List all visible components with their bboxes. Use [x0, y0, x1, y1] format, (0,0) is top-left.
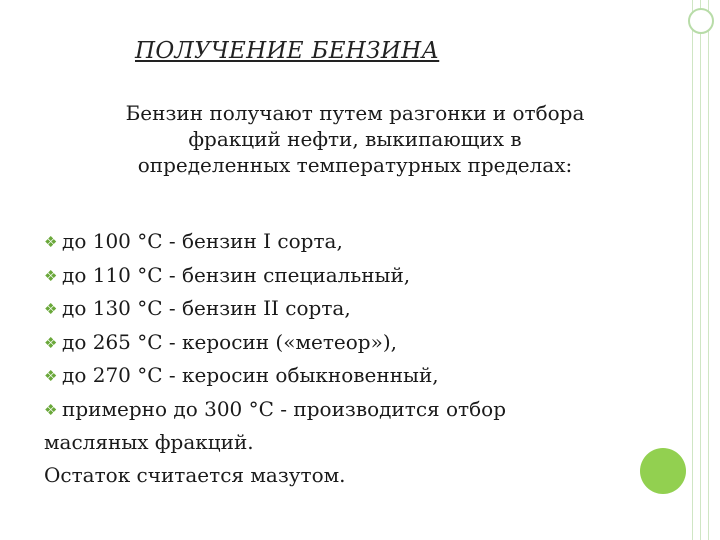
list-item-text: до 110 °С - бензин специальный, — [62, 262, 411, 287]
remainder-text: Остаток считается мазутом. — [44, 462, 346, 487]
frame-line — [708, 0, 709, 540]
list-item-text: до 270 °С - керосин обыкновенный, — [62, 363, 439, 387]
intro-line: Бензин получают путем разгонки и отбора — [125, 101, 585, 125]
list-item-text: до 100 °С - бензин I сорта, — [62, 229, 343, 253]
diamond-bullet-icon: ❖ — [44, 300, 58, 318]
list-item — [44, 359, 644, 393]
list-item-text: до 265 °С - керосин («метеор»), — [62, 329, 397, 354]
diamond-bullet-icon: ❖ — [44, 400, 58, 419]
diamond-bullet-icon: ❖ — [44, 266, 58, 285]
list-item — [44, 292, 644, 326]
diamond-bullet-icon: ❖ — [44, 233, 58, 251]
slide-title: ПОЛУЧЕНИЕ БЕНЗИНА — [135, 38, 440, 64]
frame-line — [692, 0, 693, 540]
intro-paragraph — [60, 100, 650, 178]
intro-line: определенных температурных пределах: — [137, 153, 573, 177]
list-item — [44, 225, 644, 259]
list-item — [44, 326, 644, 360]
diamond-bullet-icon: ❖ — [44, 333, 58, 352]
intro-line: фракций нефти, выкипающих в — [188, 127, 522, 151]
list-item-text: до 130 °С - бензин II сорта, — [62, 296, 351, 320]
list-item-text: примерно до 300 °С - производится отбор — [62, 396, 506, 421]
list-item — [44, 259, 644, 293]
diamond-bullet-icon: ❖ — [44, 367, 58, 385]
list-item-continuation: масляных фракций. — [44, 430, 254, 454]
list-item — [44, 393, 644, 459]
decorative-green-circle — [640, 448, 686, 494]
frame-line — [700, 0, 701, 540]
remainder-line — [44, 459, 644, 492]
decorative-ring — [688, 8, 714, 34]
fraction-list — [44, 225, 644, 491]
